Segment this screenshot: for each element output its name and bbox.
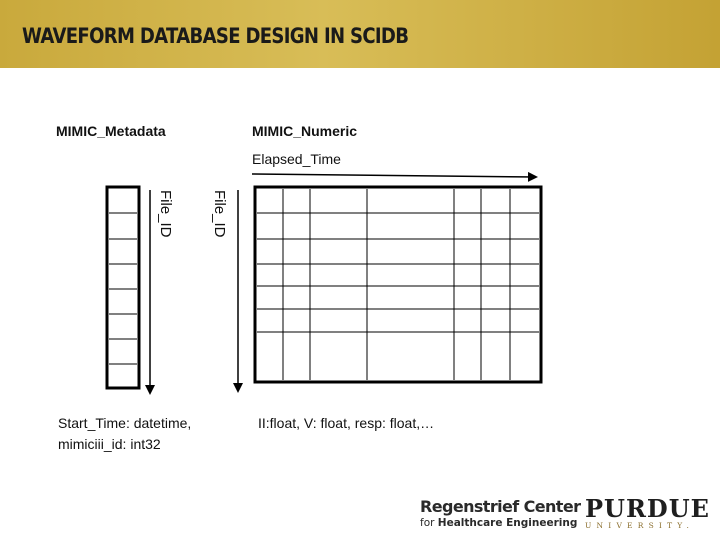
numeric-attributes: II:float, V: float, resp: float,… (258, 415, 435, 431)
regenstrief-name: Regenstrief Center (420, 497, 581, 516)
metadata-heading: MIMIC_Metadata (56, 123, 166, 139)
numeric-array (255, 187, 541, 382)
numeric-heading: MIMIC_Numeric (252, 123, 358, 139)
elapsed-time-arrow (252, 174, 536, 177)
metadata-attributes (58, 413, 191, 455)
metadata-attributes-line2: mimiciii_id: int32 (58, 436, 161, 452)
metadata-file-id-label: File_ID (157, 190, 174, 238)
metadata-array (107, 187, 139, 388)
regenstrief-subtitle (420, 517, 580, 529)
metadata-attributes-line1: Start_Time: datetime, (58, 415, 192, 431)
metadata-array-frame (107, 187, 139, 388)
purdue-university: UNIVERSITY. (585, 521, 695, 530)
purdue-wordmark: PURDUE (585, 494, 710, 523)
numeric-file-id-label: File_ID (211, 190, 228, 238)
regenstrief-healthcare: Healthcare Engineering (437, 517, 578, 529)
elapsed-time-label: Elapsed_Time (252, 151, 341, 167)
regenstrief-logo (420, 497, 580, 529)
purdue-logo (585, 494, 710, 530)
regenstrief-for: for (420, 517, 435, 529)
numeric-array-frame (255, 187, 541, 382)
slide-title: WAVEFORM DATABASE DESIGN IN SCIDB (22, 24, 409, 48)
